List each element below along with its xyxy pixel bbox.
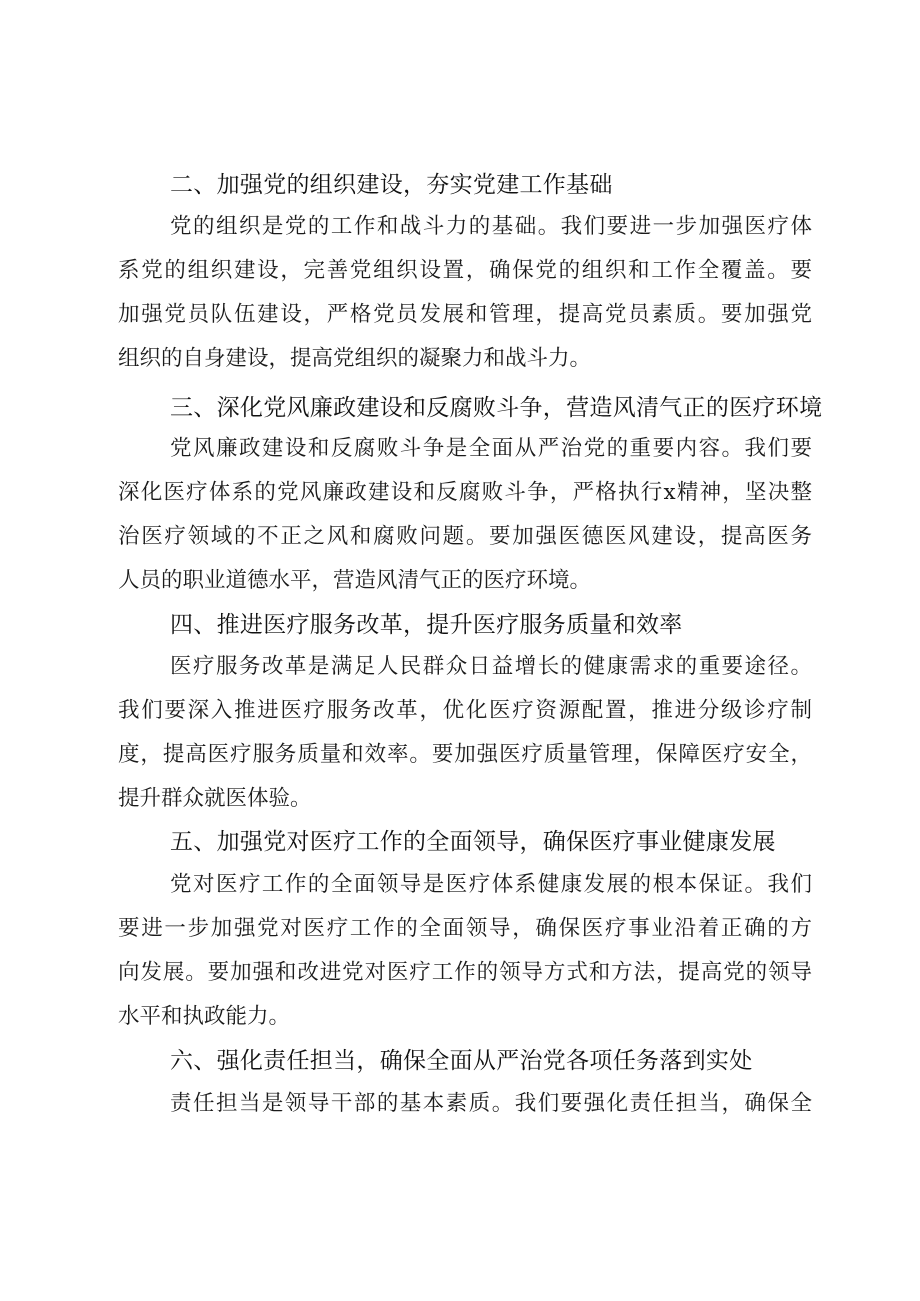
paragraph-line: 我们要深入推进医疗服务改革，优化医疗资源配置，推进分级诊疗制	[118, 698, 812, 723]
paragraph-line: 向发展。要加强和改进党对医疗工作的领导方式和方法，提高党的领导	[118, 960, 812, 985]
paragraph-line: 加强党员队伍建设，严格党员发展和管理，提高党员素质。要加强党	[118, 302, 812, 327]
section-heading: 六、强化责任担当，确保全面从严治党各项任务落到实处	[170, 1048, 753, 1074]
paragraph-line: 责任担当是领导干部的基本素质。我们要强化责任担当，确保全	[170, 1091, 812, 1116]
paragraph-line: 组织的自身建设，提高党组织的凝聚力和战斗力。	[118, 346, 592, 371]
section-heading: 二、加强党的组织建设，夯实党建工作基础	[170, 172, 613, 198]
paragraph-line: 度，提高医疗服务质量和效率。要加强医疗质量管理，保障医疗安全，	[118, 742, 812, 767]
paragraph-line: 水平和执政能力。	[118, 1004, 291, 1029]
paragraph-line: 治医疗领域的不正之风和腐败问题。要加强医德医风建设，提高医务	[118, 524, 812, 549]
paragraph-line: 党对医疗工作的全面领导是医疗体系健康发展的根本保证。我们	[170, 872, 812, 897]
paragraph-line: 深化医疗体系的党风廉政建设和反腐败斗争，严格执行x精神，坚决整	[118, 480, 812, 505]
paragraph-line: 党风廉政建设和反腐败斗争是全面从严治党的重要内容。我们要	[170, 436, 812, 461]
section-heading: 五、加强党对医疗工作的全面领导，确保医疗事业健康发展	[170, 829, 776, 855]
paragraph-line: 提升群众就医体验。	[118, 786, 312, 811]
section-heading: 三、深化党风廉政建设和反腐败斗争，营造风清气正的医疗环境	[170, 395, 823, 421]
paragraph-line: 人员的职业道德水平，营造风清气正的医疗环境。	[118, 568, 592, 593]
section-heading: 四、推进医疗服务改革，提升医疗服务质量和效率	[170, 612, 683, 638]
paragraph-line: 系党的组织建设，完善党组织设置，确保党的组织和工作全覆盖。要	[118, 258, 812, 283]
paragraph-line: 要进一步加强党对医疗工作的全面领导，确保医疗事业沿着正确的方	[118, 916, 812, 941]
paragraph-line: 党的组织是党的工作和战斗力的基础。我们要进一步加强医疗体	[170, 214, 812, 239]
paragraph-line: 医疗服务改革是满足人民群众日益增长的健康需求的重要途径。	[170, 654, 812, 679]
